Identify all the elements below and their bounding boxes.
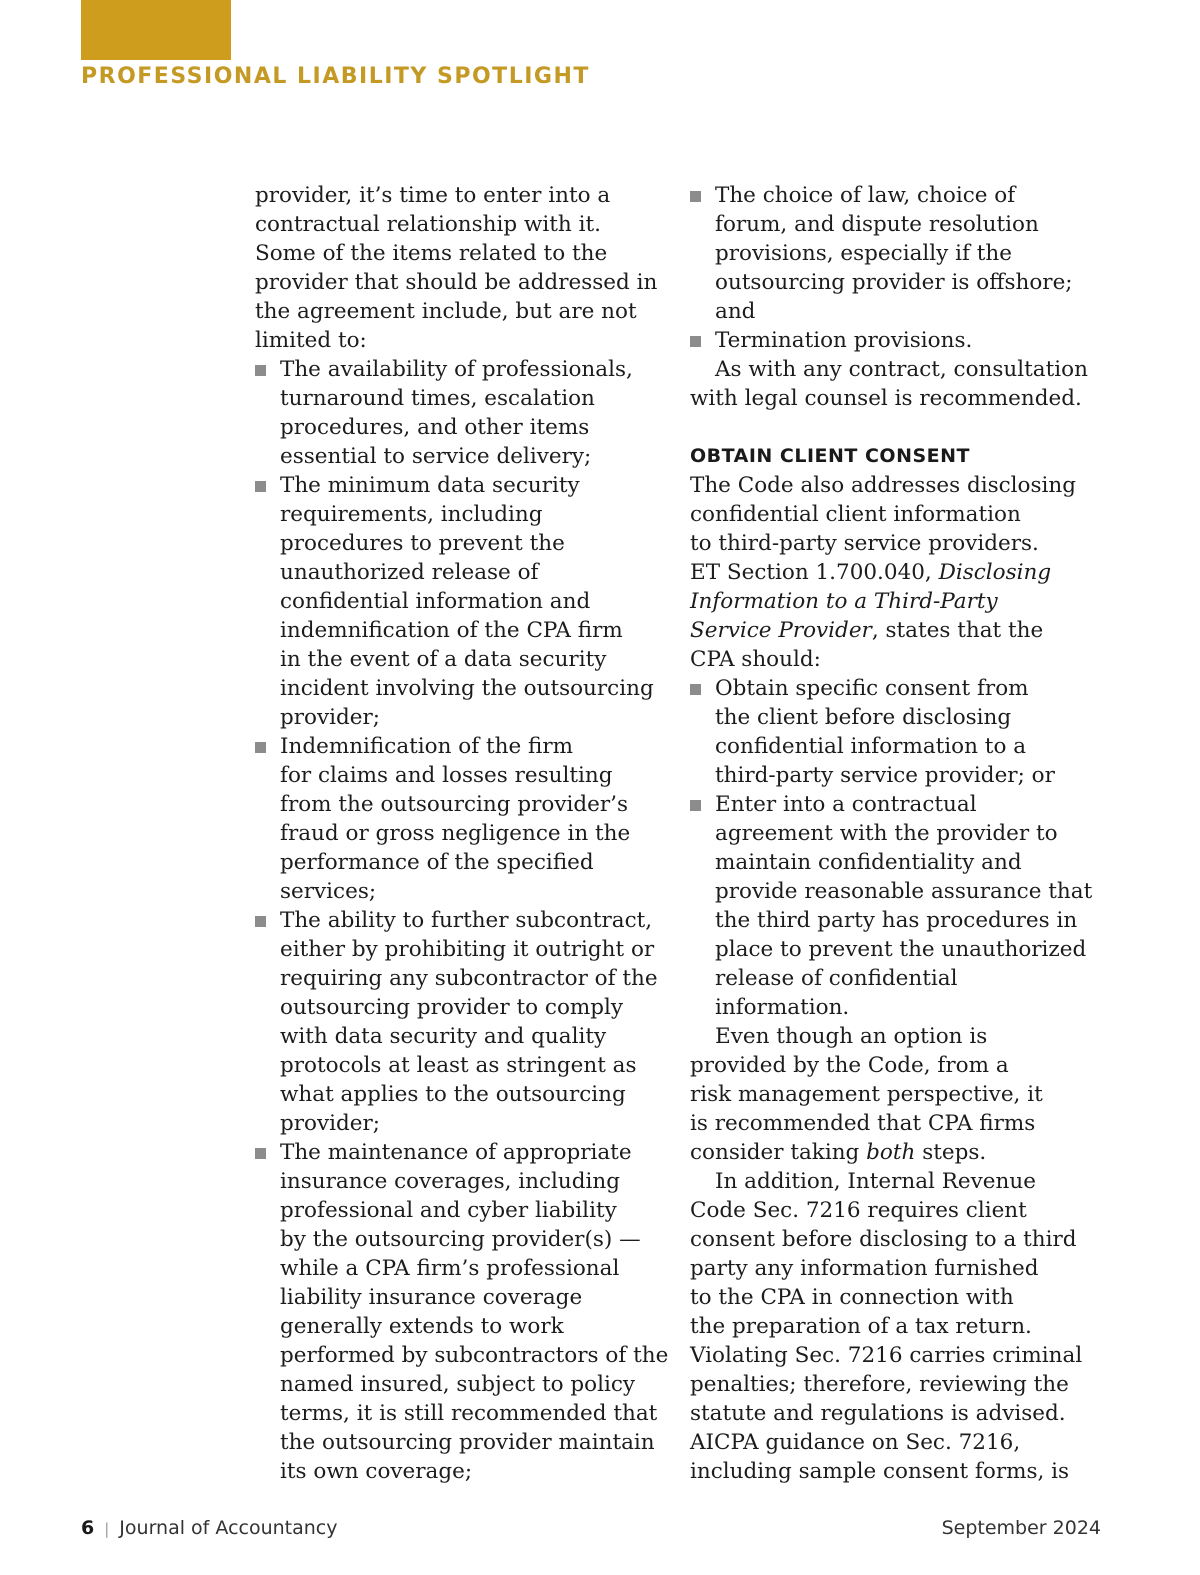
text-line: The availability of professionals,: [280, 357, 633, 382]
text-line: Some of the items related to the: [255, 241, 608, 266]
text-line: the outsourcing provider maintain: [280, 1430, 655, 1455]
text-line: performed by subcontractors of the: [280, 1343, 669, 1368]
text-line: professional and cyber liability: [280, 1198, 617, 1223]
text-line: for claims and losses resulting: [280, 763, 613, 788]
text-line: the client before disclosing: [715, 705, 1012, 730]
irc-paragraph: [690, 1167, 1100, 1486]
text-line: confidential information and: [280, 589, 591, 614]
text-line: is recommended that CPA firms: [690, 1111, 1036, 1136]
text-line: outsourcing provider is offshore;: [715, 270, 1073, 295]
text-line: terms, it is still recommended that: [280, 1401, 658, 1426]
text-line: in the event of a data security: [280, 647, 607, 672]
text-line: information.: [715, 995, 850, 1020]
text-line: [690, 1138, 1100, 1167]
text-line: provider;: [280, 1111, 381, 1136]
text-line: essential to service delivery;: [280, 444, 592, 469]
text-line: indemnification of the CPA firm: [280, 618, 623, 643]
text-line: Obtain specific consent from: [715, 676, 1029, 701]
text-line: requirements, including: [280, 502, 543, 527]
text-line: provider that should be addressed in: [255, 270, 658, 295]
text-line: statute and regulations is advised.: [690, 1401, 1066, 1426]
paragraph-spacer: [690, 413, 1100, 442]
text-line: the preparation of a tax return.: [690, 1314, 1032, 1339]
text-line: performance of the specified: [280, 850, 594, 875]
text-line: provisions, especially if the: [715, 241, 1013, 266]
bullet-item-data-security: [255, 471, 675, 732]
text-line: party any information furnished: [690, 1256, 1039, 1281]
publication-name: Journal of Accountancy: [119, 1517, 338, 1539]
text-line: either by prohibiting it outright or: [280, 937, 655, 962]
text-line: requiring any subcontractor of the: [280, 966, 658, 991]
bullet-item-availability: [255, 355, 675, 471]
right-column: [690, 181, 1100, 1486]
text-line: The ability to further subcontract,: [280, 908, 653, 933]
text-line: provider;: [280, 705, 381, 730]
code-paragraph: [690, 471, 1100, 674]
text-line: generally extends to work: [280, 1314, 564, 1339]
text-run: steps.: [915, 1140, 987, 1165]
text-line: maintain confidentiality and: [715, 850, 1022, 875]
text-line: with data security and quality: [280, 1024, 607, 1049]
text-line: The minimum data security: [280, 473, 580, 498]
text-line: consent before disclosing to a third: [690, 1227, 1077, 1252]
text-line: services;: [280, 879, 377, 904]
text-line: and: [715, 299, 756, 324]
text-line: procedures to prevent the: [280, 531, 565, 556]
intro-paragraph: [255, 181, 675, 355]
text-line: The choice of law, choice of: [715, 183, 1016, 208]
text-line: confidential client information: [690, 502, 1021, 527]
text-line: release of confidential: [715, 966, 958, 991]
text-line: liability insurance coverage: [280, 1285, 583, 1310]
text-line: provide reasonable assurance that: [715, 879, 1093, 904]
text-line: place to prevent the unauthorized: [715, 937, 1087, 962]
italic-title-text: Service Provider: [690, 618, 872, 643]
footer-separator: |: [104, 1520, 110, 1538]
text-line: fraud or gross negligence in the: [280, 821, 631, 846]
bullet-item-indemnification: [255, 732, 675, 906]
text-line: the third party has procedures in: [715, 908, 1078, 933]
text-line: to third-party service providers.: [690, 531, 1039, 556]
bullet-item-contractual-agreement: [690, 790, 1100, 1022]
text-line: CPA should:: [690, 647, 821, 672]
italic-emphasis-text: both: [866, 1140, 916, 1165]
text-line: procedures, and other items: [280, 415, 590, 440]
text-line: confidential information to a: [715, 734, 1027, 759]
text-line: from the outsourcing provider’s: [280, 792, 628, 817]
text-line: Enter into a contractual: [715, 792, 977, 817]
closing-paragraph: [690, 355, 1100, 413]
text-line: forum, and dispute resolution: [715, 212, 1039, 237]
text-line: the agreement include, but are not: [255, 299, 637, 324]
text-line: turnaround times, escalation: [280, 386, 595, 411]
text-line: In addition, Internal Revenue: [715, 1169, 1036, 1194]
text-line: its own coverage;: [280, 1459, 473, 1484]
text-line: to the CPA in connection with: [690, 1285, 1014, 1310]
text-run: ET Section 1.700.040,: [690, 560, 939, 585]
text-line: what applies to the outsourcing: [280, 1082, 626, 1107]
page-number: 6: [81, 1517, 95, 1539]
text-line: outsourcing provider to comply: [280, 995, 624, 1020]
text-line: insurance coverages, including: [280, 1169, 621, 1194]
text-line: while a CPA firm’s professional: [280, 1256, 620, 1281]
text-line: AICPA guidance on Sec. 7216,: [690, 1430, 1021, 1455]
option-paragraph: [690, 1022, 1100, 1167]
bullet-item-subcontract: [255, 906, 675, 1138]
text-line: unauthorized release of: [280, 560, 539, 585]
text-line: contractual relationship with it.: [255, 212, 601, 237]
text-line: including sample consent forms, is: [690, 1459, 1070, 1484]
text-line: third-party service provider; or: [715, 763, 1055, 788]
text-line: Code Sec. 7216 requires client: [690, 1198, 1027, 1223]
text-line: agreement with the provider to: [715, 821, 1058, 846]
section-heading: OBTAIN CLIENT CONSENT: [690, 445, 971, 467]
bullet-item-insurance: [255, 1138, 675, 1486]
header-accent-bar: [81, 0, 231, 60]
text-line: risk management perspective, it: [690, 1082, 1043, 1107]
text-line: [690, 616, 1100, 645]
text-line: Even though an option is: [715, 1024, 988, 1049]
text-line: Indemnification of the firm: [280, 734, 574, 759]
text-line: protocols at least as stringent as: [280, 1053, 637, 1078]
text-line: with legal counsel is recommended.: [690, 386, 1082, 411]
text-line: As with any contract, consultation: [715, 357, 1088, 382]
text-line: [690, 558, 1100, 587]
bullet-item-choice-of-law: [690, 181, 1100, 326]
section-label: PROFESSIONAL LIABILITY SPOTLIGHT: [81, 64, 590, 89]
text-line: provider, it’s time to enter into a: [255, 183, 611, 208]
italic-title-text: Disclosing: [938, 560, 1052, 585]
text-line: Termination provisions.: [715, 328, 973, 353]
text-line: by the outsourcing provider(s) —: [280, 1227, 641, 1252]
text-line: The maintenance of appropriate: [280, 1140, 632, 1165]
issue-date: September 2024: [941, 1517, 1101, 1539]
text-run: consider taking: [690, 1140, 867, 1165]
text-line: incident involving the outsourcing: [280, 676, 654, 701]
bullet-item-obtain-consent: [690, 674, 1100, 790]
footer-left: [81, 1517, 338, 1539]
text-line: provided by the Code, from a: [690, 1053, 1009, 1078]
italic-title-text: Information to a Third-Party: [690, 589, 998, 614]
text-line: Violating Sec. 7216 carries criminal: [690, 1343, 1083, 1368]
text-line: limited to:: [255, 328, 367, 353]
text-line: named insured, subject to policy: [280, 1372, 636, 1397]
left-column: [255, 181, 675, 1486]
text-run: , states that the: [871, 618, 1044, 643]
bullet-item-termination: [690, 326, 1100, 355]
text-line: penalties; therefore, reviewing the: [690, 1372, 1069, 1397]
text-line: The Code also addresses disclosing: [690, 473, 1077, 498]
